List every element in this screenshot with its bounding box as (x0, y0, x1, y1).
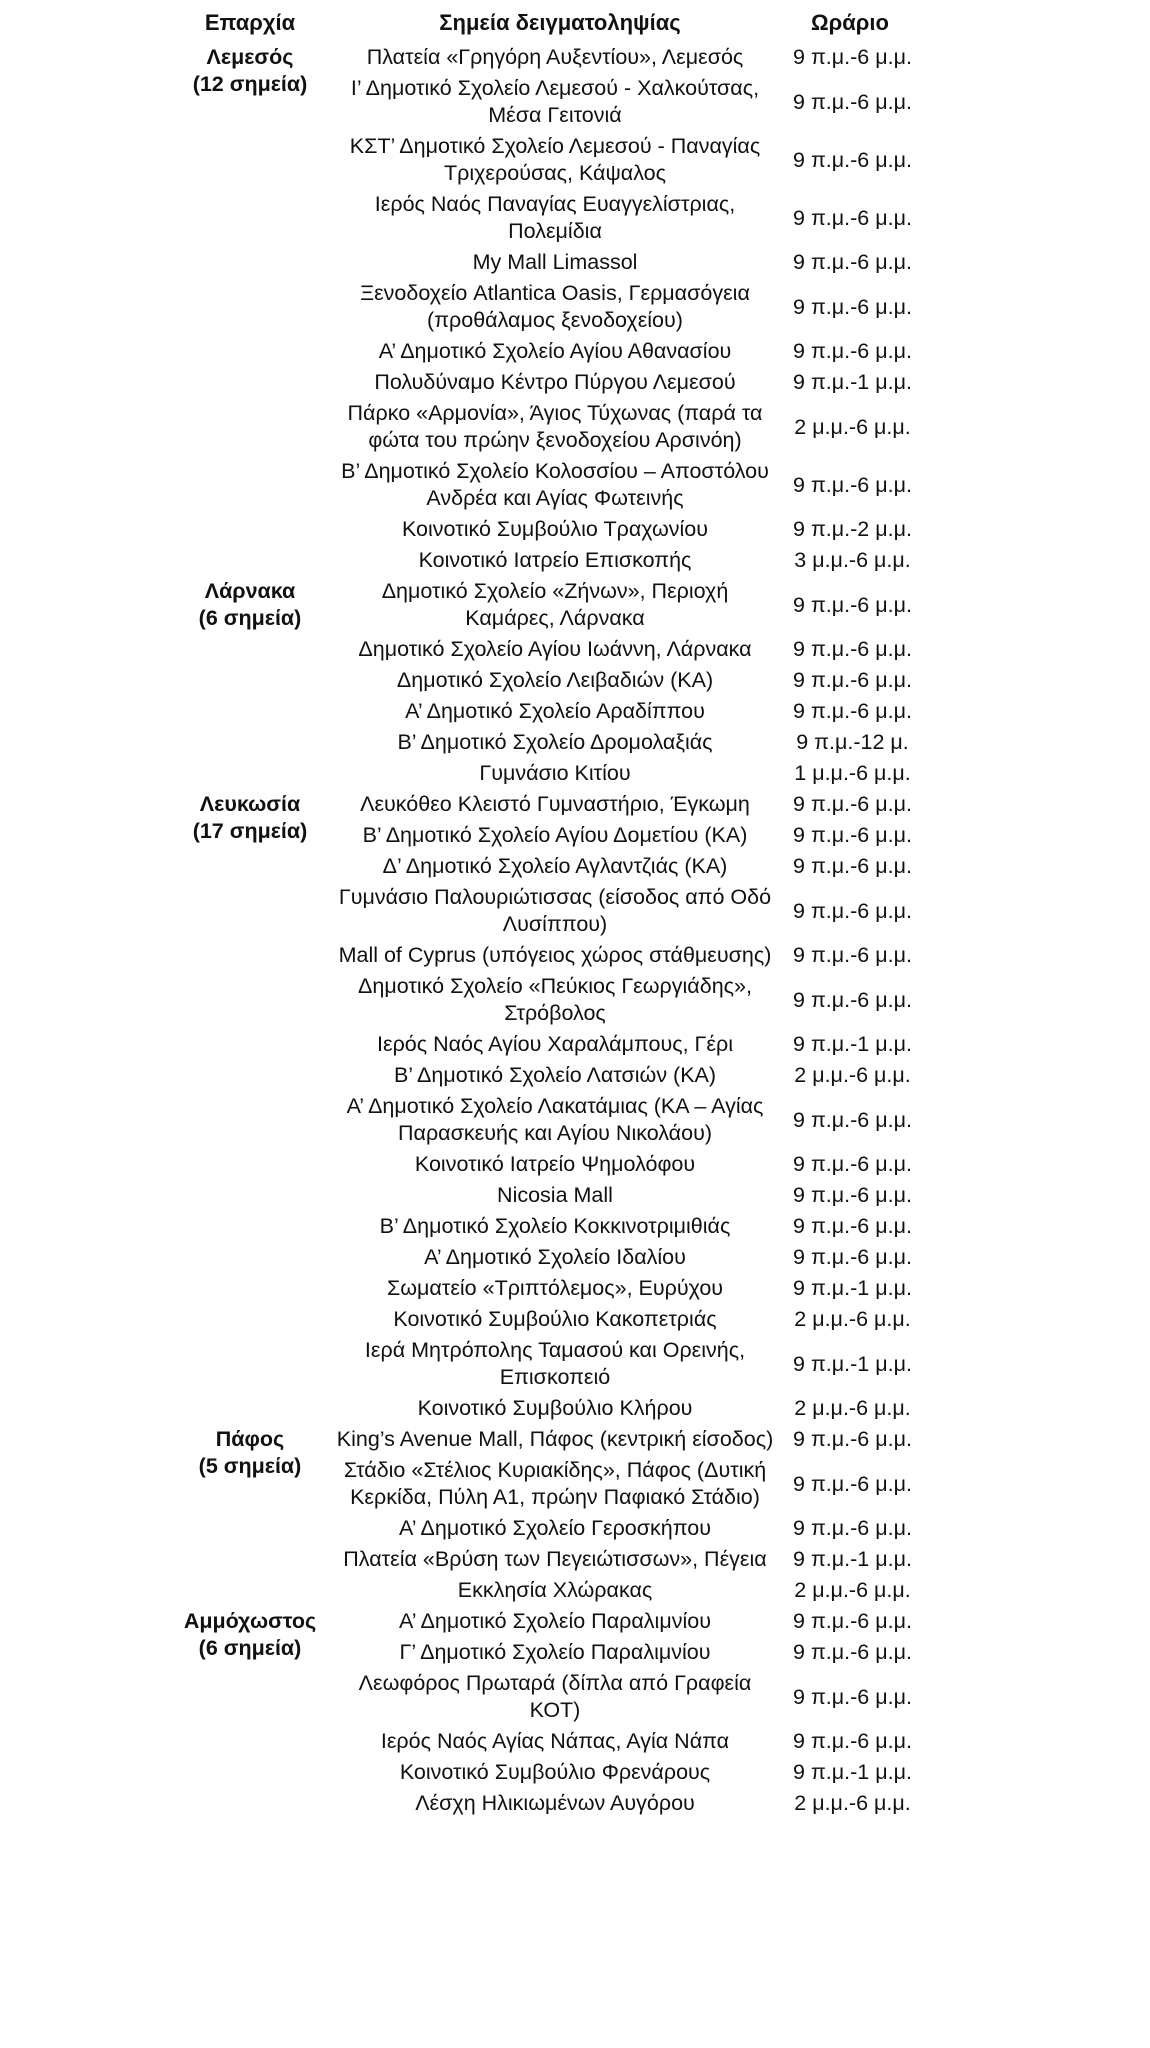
district-name: Πάφος (215, 1427, 285, 1451)
site-hours: 9 π.μ.-1 μ.μ. (793, 1276, 912, 1300)
site-location: Α’ Δημοτικό Σχολείο Αγίου Αθανασίου (378, 339, 732, 363)
site-hours: 9 π.μ.-6 μ.μ. (793, 668, 912, 692)
site-hours: 9 π.μ.-1 μ.μ. (793, 1351, 912, 1376)
district-name: Λάρνακα (204, 579, 296, 603)
site-location: Δημοτικό Σχολείο «Πεύκιος Γεωργιάδης», Στρόβολος (358, 974, 752, 1025)
site-location: Πολυδύναμο Κέντρο Πύργου Λεμεσού (374, 370, 736, 394)
site-location: Ι’ Δημοτικό Σχολείο Λεμεσού - Χαλκούτσας, Μέσα Γειτονιά (350, 76, 760, 127)
site-location: Ιερά Μητρόπολης Ταμασού και Ορεινής, Επισκοπειό (364, 1338, 746, 1389)
table-row (170, 1606, 925, 1637)
district-cell (170, 1424, 330, 1606)
site-location: Λέσχη Ηλικιωμένων Αυγόρου (415, 1791, 695, 1815)
district-name: Αμμόχωστος (183, 1609, 317, 1633)
site-location: Nicosia Mall (497, 1183, 613, 1207)
site-hours: 9 π.μ.-6 μ.μ. (793, 792, 912, 816)
site-location: Κοινοτικό Συμβούλιο Τραχωνίου (401, 517, 709, 541)
site-location: Δ’ Δημοτικό Σχολείο Αγλαντζιάς (ΚΑ) (382, 854, 728, 878)
site-location: ΚΣΤ’ Δημοτικό Σχολείο Λεμεσού - Παναγίας Τριχερούσας, Κάψαλος (349, 134, 761, 185)
site-location: Κοινοτικό Ιατρείο Ψημολόφου (414, 1152, 696, 1176)
site-hours: 9 π.μ.-12 μ. (796, 730, 909, 754)
site-hours: 9 π.μ.-6 μ.μ. (793, 294, 912, 319)
site-hours: 2 μ.μ.-6 μ.μ. (794, 1791, 911, 1815)
site-location: Πάρκο «Αρμονία», Άγιος Τύχωνας (παρά τα φώτα του πρώην ξενοδοχείου Αρσινόη) (347, 401, 763, 452)
table-row (170, 576, 925, 634)
site-hours: 9 π.μ.-6 μ.μ. (793, 823, 912, 847)
site-hours: 2 μ.μ.-6 μ.μ. (794, 1063, 911, 1087)
site-location: My Mall Limassol (472, 250, 638, 274)
site-hours: 9 π.μ.-6 μ.μ. (793, 1684, 912, 1709)
site-hours: 2 μ.μ.-6 μ.μ. (794, 414, 911, 439)
district-cell (170, 576, 330, 789)
site-location: Ιερός Ναός Αγίου Χαραλάμπους, Γέρι (377, 1032, 733, 1056)
site-hours: 9 π.μ.-6 μ.μ. (793, 637, 912, 661)
site-hours: 1 μ.μ.-6 μ.μ. (794, 761, 911, 785)
site-hours: 9 π.μ.-6 μ.μ. (793, 147, 912, 172)
district-site-count: (12 σημεία) (192, 72, 308, 96)
table-row (170, 42, 925, 73)
site-location: Γυμνάσιο Κιτίου (479, 761, 631, 785)
header-district: Επαρχία (204, 10, 296, 35)
site-hours: 9 π.μ.-6 μ.μ. (793, 1245, 912, 1269)
site-hours: 2 μ.μ.-6 μ.μ. (794, 1307, 911, 1331)
site-hours: 9 π.μ.-2 μ.μ. (793, 517, 912, 541)
district-site-count: (5 σημεία) (198, 1454, 302, 1478)
district-site-count: (17 σημεία) (192, 819, 308, 843)
site-location: Ξενοδοχείο Atlantica Oasis, Γερμασόγεια (προθάλαμος ξενοδοχείου) (360, 281, 750, 332)
site-location: Πλατεία «Γρηγόρη Αυξεντίου», Λεμεσός (366, 45, 744, 69)
district-site-count: (6 σημεία) (198, 606, 302, 630)
site-location: Δημοτικό Σχολείο Αγίου Ιωάννη, Λάρνακα (358, 637, 752, 661)
table-row (170, 1424, 925, 1455)
header-hours: Ωράριο (811, 10, 889, 35)
site-location: Λεωφόρος Πρωταρά (δίπλα από Γραφεία ΚΟΤ) (358, 1671, 752, 1722)
site-location: Κοινοτικό Ιατρείο Επισκοπής (418, 548, 692, 572)
site-hours: 9 π.μ.-6 μ.μ. (793, 1609, 912, 1633)
site-hours: 9 π.μ.-6 μ.μ. (793, 1729, 912, 1753)
site-location: Κοινοτικό Συμβούλιο Κλήρου (417, 1396, 693, 1420)
site-hours: 9 π.μ.-6 μ.μ. (793, 1107, 912, 1132)
site-hours: 2 μ.μ.-6 μ.μ. (794, 1396, 911, 1420)
site-location: Β’ Δημοτικό Σχολείο Δρομολαξιάς (397, 730, 713, 754)
site-location: Σωματείο «Τριπτόλεμος», Ευρύχου (386, 1276, 724, 1300)
site-hours: 9 π.μ.-6 μ.μ. (793, 472, 912, 497)
site-hours: 9 π.μ.-6 μ.μ. (793, 699, 912, 723)
site-location: Α’ Δημοτικό Σχολείο Γεροσκήπου (399, 1516, 711, 1540)
site-location: Α’ Δημοτικό Σχολείο Ιδαλίου (424, 1245, 686, 1269)
district-cell (170, 1606, 330, 1819)
site-hours: 9 π.μ.-1 μ.μ. (793, 1547, 912, 1571)
site-hours: 9 π.μ.-6 μ.μ. (793, 250, 912, 274)
site-hours: 9 π.μ.-6 μ.μ. (793, 1427, 912, 1451)
site-location: Β’ Δημοτικό Σχολείο Αγίου Δομετίου (ΚΑ) (362, 823, 748, 847)
site-location: Δημοτικό Σχολείο Λειβαδιών (ΚΑ) (396, 668, 714, 692)
site-hours: 9 π.μ.-6 μ.μ. (793, 898, 912, 923)
site-location: Κοινοτικό Συμβούλιο Φρενάρους (399, 1760, 711, 1784)
district-site-count: (6 σημεία) (198, 1636, 302, 1660)
site-hours: 9 π.μ.-1 μ.μ. (793, 370, 912, 394)
site-location: Γ’ Δημοτικό Σχολείο Παραλιμνίου (399, 1640, 711, 1664)
site-hours: 9 π.μ.-6 μ.μ. (793, 1183, 912, 1207)
site-location: Δημοτικό Σχολείο «Ζήνων», Περιοχή Καμάρες, Λάρνακα (381, 579, 729, 630)
sampling-sites-body (170, 42, 925, 1819)
site-hours: 9 π.μ.-6 μ.μ. (793, 1516, 912, 1540)
site-hours: 9 π.μ.-6 μ.μ. (793, 987, 912, 1012)
site-hours: 9 π.μ.-6 μ.μ. (793, 1152, 912, 1176)
site-hours: 9 π.μ.-6 μ.μ. (793, 592, 912, 617)
district-name: Λευκωσία (199, 792, 301, 816)
district-cell (170, 789, 330, 1424)
site-location: Κοινοτικό Συμβούλιο Κακοπετριάς (393, 1307, 717, 1331)
site-hours: 9 π.μ.-6 μ.μ. (793, 1214, 912, 1238)
site-location: Β’ Δημοτικό Σχολείο Κολοσσίου – Αποστόλου Ανδρέα και Αγίας Φωτεινής (341, 459, 769, 510)
site-hours: 9 π.μ.-1 μ.μ. (793, 1760, 912, 1784)
table-row (170, 789, 925, 820)
site-hours: 9 π.μ.-6 μ.μ. (793, 89, 912, 114)
site-hours: 9 π.μ.-1 μ.μ. (793, 1032, 912, 1056)
site-location: Mall of Cyprus (υπόγειος χώρος στάθμευσης) (338, 943, 772, 967)
site-hours: 9 π.μ.-6 μ.μ. (793, 205, 912, 230)
site-location: Ιερός Ναός Αγίας Νάπας, Αγία Νάπα (380, 1729, 730, 1753)
table-header (0, 6, 1150, 40)
site-location: Α’ Δημοτικό Σχολείο Λακατάμιας (ΚΑ – Αγίας Παρασκευής και Αγίου Νικολάου) (346, 1094, 764, 1145)
site-hours: 9 π.μ.-6 μ.μ. (793, 1640, 912, 1664)
site-location: Λευκόθεο Κλειστό Γυμναστήριο, Έγκωμη (360, 792, 750, 816)
site-hours: 9 π.μ.-6 μ.μ. (793, 1471, 912, 1496)
site-location: Στάδιο «Στέλιος Κυριακίδης», Πάφος (Δυτική Κερκίδα, Πύλη Α1, πρώην Παφιακό Στάδιο) (343, 1458, 767, 1509)
site-location: Β’ Δημοτικό Σχολείο Κοκκινοτριμιθιάς (379, 1214, 731, 1238)
site-hours: 3 μ.μ.-6 μ.μ. (794, 548, 911, 572)
site-hours: 9 π.μ.-6 μ.μ. (793, 854, 912, 878)
district-name: Λεμεσός (206, 45, 294, 69)
site-hours: 9 π.μ.-6 μ.μ. (793, 45, 912, 69)
header-location: Σημεία δειγματοληψίας (439, 10, 681, 35)
site-location: Πλατεία «Βρύση των Πεγειώτισσων», Πέγεια (343, 1547, 767, 1571)
site-hours: 9 π.μ.-6 μ.μ. (793, 943, 912, 967)
site-location: Γυμνάσιο Παλουριώτισσας (είσοδος από Οδό Λυσίππου) (338, 885, 772, 936)
district-cell (170, 42, 330, 576)
site-location: Α’ Δημοτικό Σχολείο Αραδίππου (405, 699, 705, 723)
site-hours: 2 μ.μ.-6 μ.μ. (794, 1578, 911, 1602)
site-location: King’s Avenue Mall, Πάφος (κεντρική είσοδος) (336, 1427, 774, 1451)
site-hours: 9 π.μ.-6 μ.μ. (793, 339, 912, 363)
site-location: Β’ Δημοτικό Σχολείο Λατσιών (ΚΑ) (393, 1063, 717, 1087)
site-location: Εκκλησία Χλώρακας (457, 1578, 653, 1602)
sampling-sites-table (170, 42, 925, 1819)
site-location: Ιερός Ναός Παναγίας Ευαγγελίστριας, Πολεμίδια (374, 192, 736, 243)
site-location: Α’ Δημοτικό Σχολείο Παραλιμνίου (399, 1609, 711, 1633)
